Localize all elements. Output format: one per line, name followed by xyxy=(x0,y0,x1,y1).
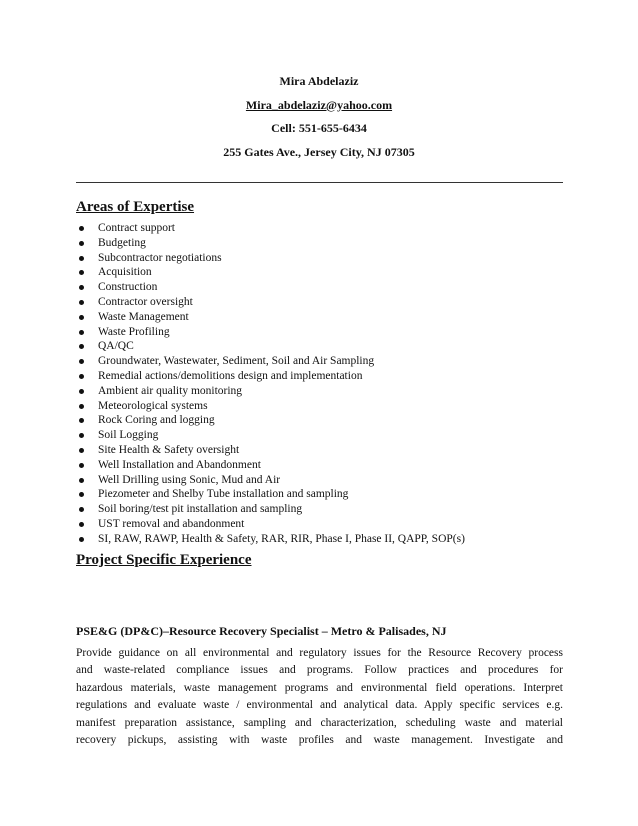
bullet-icon xyxy=(79,359,84,364)
list-item xyxy=(76,487,465,502)
description-line: manifest preparation assistance, sampling and characterization, scheduling waste and material xyxy=(76,716,563,729)
bullet-icon xyxy=(79,478,84,483)
list-item xyxy=(76,399,465,414)
list-item-text: Well Installation and Abandonment xyxy=(98,458,261,471)
list-item-text: Soil Logging xyxy=(98,429,159,442)
bullet-icon xyxy=(79,492,84,497)
bullet-icon xyxy=(79,241,84,246)
list-item-text: Site Health & Safety oversight xyxy=(98,443,240,456)
bullet-icon xyxy=(79,256,84,261)
description-line: regulations and evaluate waste / environmental and analytical data. Apply specific services e.g. xyxy=(76,699,563,712)
list-item-text: QA/QC xyxy=(98,340,134,353)
list-item xyxy=(76,325,465,340)
list-item-text: Contractor oversight xyxy=(98,295,193,308)
header-divider xyxy=(76,182,563,183)
bullet-icon xyxy=(79,285,84,290)
list-item-text: Well Drilling using Sonic, Mud and Air xyxy=(98,473,281,486)
list-item xyxy=(76,310,465,325)
list-item xyxy=(76,221,465,236)
description-line: hazardous materials, waste management programs and environmental field operations. Interpret xyxy=(76,681,563,694)
bullet-icon xyxy=(79,433,84,438)
bullet-icon xyxy=(79,537,84,542)
cell-phone: Cell: 551-655-6434 xyxy=(271,121,367,135)
bullet-icon xyxy=(79,226,84,231)
candidate-name: Mira Abdelaziz xyxy=(279,74,359,88)
list-item-text: Rock Coring and logging xyxy=(98,414,215,427)
email-link[interactable]: Mira_abdelaziz@yahoo.com xyxy=(245,97,393,112)
list-item-text: Piezometer and Shelby Tube installation and sampling xyxy=(98,488,349,501)
list-item-text: Subcontractor negotiations xyxy=(98,251,222,264)
description-line: recovery pickups, assisting with waste profiles and waste management. Investigate and xyxy=(76,734,563,747)
list-item xyxy=(76,354,465,369)
list-item xyxy=(76,473,465,488)
bullet-icon xyxy=(79,374,84,379)
list-item xyxy=(76,532,465,547)
bullet-icon xyxy=(79,330,84,335)
list-item-text: Soil boring/test pit installation and sampling xyxy=(98,503,303,516)
list-item xyxy=(76,443,465,458)
bullet-icon xyxy=(79,300,84,305)
list-item-text: Contract support xyxy=(98,222,175,234)
list-item-text: Construction xyxy=(98,281,158,294)
list-item-text: Meteorological systems xyxy=(98,399,208,412)
bullet-icon xyxy=(79,344,84,349)
job-title: PSE&G (DP&C)–Resource Recovery Specialist – Metro & Palisades, NJ xyxy=(76,624,447,638)
list-item xyxy=(76,458,465,473)
expertise-heading: Areas of Expertise xyxy=(76,199,195,215)
list-item xyxy=(76,384,465,399)
list-item-text: Waste Management xyxy=(98,310,189,323)
list-item xyxy=(76,369,465,384)
contact-header xyxy=(0,73,638,167)
bullet-icon xyxy=(79,315,84,320)
list-item-text: Groundwater, Wastewater, Sediment, Soil and Air Sampling xyxy=(98,355,375,368)
bullet-icon xyxy=(79,270,84,275)
list-item xyxy=(76,295,465,310)
expertise-list xyxy=(76,221,465,547)
list-item xyxy=(76,517,465,532)
bullet-icon xyxy=(79,404,84,409)
bullet-icon xyxy=(79,522,84,527)
list-item-text: Ambient air quality monitoring xyxy=(98,384,243,397)
list-item-text: Waste Profiling xyxy=(98,325,170,338)
bullet-icon xyxy=(79,463,84,468)
list-item-text: UST removal and abandonment xyxy=(98,517,245,530)
list-item xyxy=(76,265,465,280)
bullet-icon xyxy=(79,389,84,394)
list-item xyxy=(76,251,465,266)
list-item xyxy=(76,280,465,295)
project-experience-heading: Project Specific Experience xyxy=(76,552,252,568)
description-line: Provide guidance on all environmental and regulatory issues for the Resource Recovery process xyxy=(76,647,563,659)
list-item-text: Budgeting xyxy=(98,236,146,249)
bullet-icon xyxy=(79,418,84,423)
bullet-icon xyxy=(79,507,84,512)
list-item-text: Remedial actions/demolitions design and implementation xyxy=(98,369,363,382)
address: 255 Gates Ave., Jersey City, NJ 07305 xyxy=(223,144,415,159)
list-item xyxy=(76,502,465,517)
job-description xyxy=(76,645,563,749)
list-item-text: SI, RAW, RAWP, Health & Safety, RAR, RIR, Phase I, Phase II, QAPP, SOP(s) xyxy=(98,532,465,545)
list-item xyxy=(76,428,465,443)
list-item xyxy=(76,339,465,354)
description-line: and waste-related compliance issues and programs. Follow practices and procedures for xyxy=(76,664,563,677)
bullet-icon xyxy=(79,448,84,453)
list-item-text: Acquisition xyxy=(98,266,152,279)
list-item xyxy=(76,413,465,428)
list-item xyxy=(76,236,465,251)
